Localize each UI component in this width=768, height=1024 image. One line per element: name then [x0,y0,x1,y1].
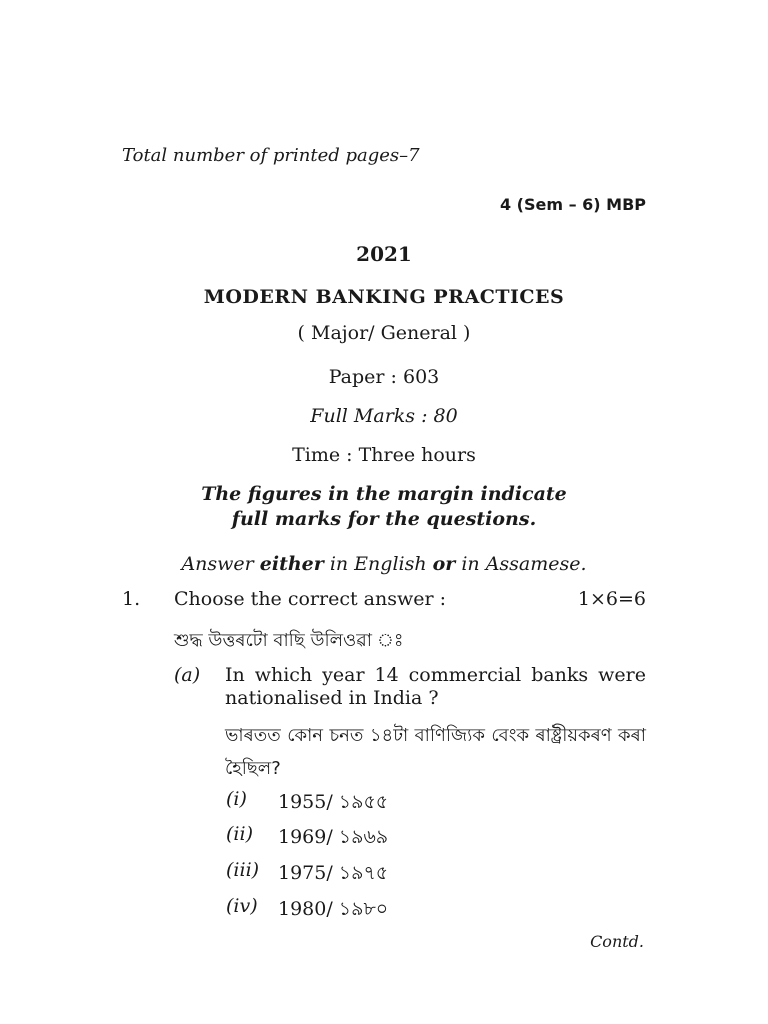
answer-or: or [432,553,456,575]
option-value: 1955/ ১৯৫৫ [278,791,389,813]
margin-note-line-1: The figures in the margin indicate [201,483,567,505]
question-text: Choose the correct answer : [174,588,446,610]
option-value: 1975/ ১৯৭৫ [278,862,389,884]
question-text-assamese: শুদ্ধ উত্তৰটো বাছি উলিওৱা ঃ [174,630,404,651]
language-instruction [0,553,768,575]
answer-suffix: in Assamese. [455,553,587,575]
option-label: (iii) [226,859,260,881]
option-value: 1980/ ১৯৮০ [278,898,389,920]
question-marks: 1×6=6 [577,588,646,610]
part-question-english: In which year 14 commercial banks were nationalised in India ? [225,664,646,709]
option-label: (ii) [226,823,253,845]
full-marks: Full Marks : 80 [310,405,458,427]
answer-either: either [259,553,324,575]
option-value: 1969/ ১৯৬৯ [278,826,389,848]
option-label: (i) [226,788,247,810]
subject-title: MODERN BANKING PRACTICES [203,286,565,308]
printed-pages-note: Total number of printed pages–7 [122,145,420,166]
paper-number: Paper : 603 [328,366,440,388]
answer-mid: in English [323,553,433,575]
option-label: (iv) [226,895,258,917]
paper-category: ( Major/ General ) [297,322,471,344]
margin-note-line-2: full marks for the questions. [231,508,537,530]
part-question-assamese: ভাৰতত কোন চনত ১৪টা বাণিজ্যিক বেংক ৰাষ্ট্ৰীয়কৰণ কৰা হৈছিল? [225,725,646,779]
exam-year: 2021 [356,242,412,266]
part-label: (a) [174,664,201,686]
paper-code: 4 (Sem – 6) MBP [499,195,646,214]
margin-marks-note [0,482,768,532]
question-number: 1. [122,588,141,610]
exam-time: Time : Three hours [292,444,476,466]
continued-note: Contd. [590,932,644,951]
answer-prefix: Answer [181,553,260,575]
